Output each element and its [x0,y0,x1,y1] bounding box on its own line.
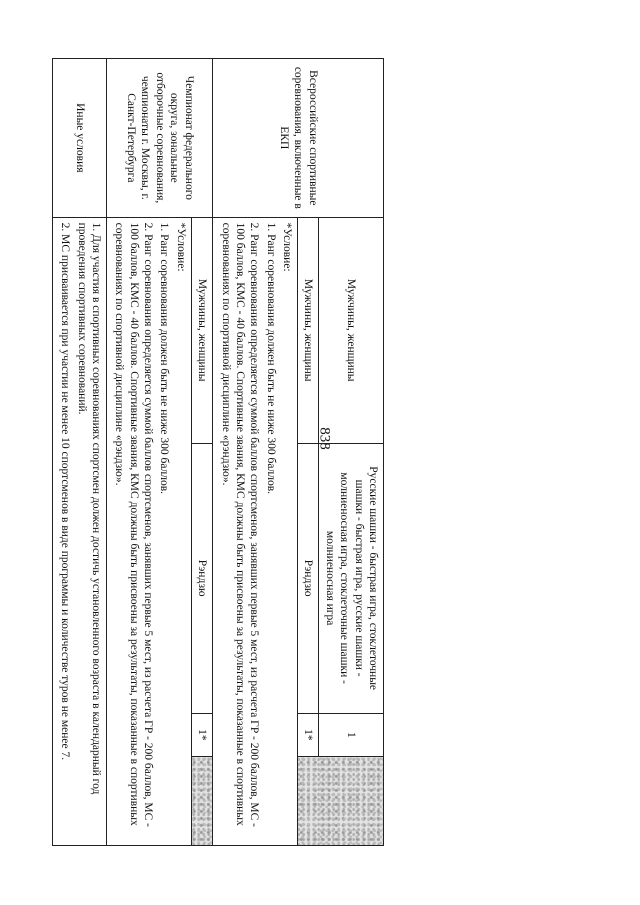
condition-title: *Условие: [174,222,187,272]
condition-item: 1. Ранг соревнования должен быть не ниже 300 баллов. [158,222,171,495]
discipline-cell: Русские шашки - быстрая игра, стоклеточные шашки - быстрая игра, русские шашки - молниеносная игра, стоклеточные шашки - молниеносная игра [319,443,384,713]
rotated-table-wrapper [59,58,384,846]
rank-cell: 1 [319,713,384,757]
page-number: 838 [316,427,333,450]
table-row [52,59,106,846]
event-cell: Всероссийские спортивные соревнования, включенные в ЕКП [213,59,384,218]
shaded-cell [191,757,212,846]
other-conditions-cell [52,217,106,845]
sex-cell: Мужчины, женщины [191,217,212,443]
condition-title: *Условие: [281,222,294,272]
condition-item: 2. Ранг соревнования определяется суммой баллов спортсменов, занявших первые 5 мест, из расчета ГР - 200 баллов, МС - 100 баллов, КМС - 40 баллов. Спортивные звания, КМС должны быть присвоены за результаты, показанные в спортивных соревнованиях по спортивной дисциплине «рэндзю». [219,222,261,827]
other-label-cell: Иные условия [52,59,106,218]
norms-table [52,58,384,846]
rank-cell: 1* [191,713,212,757]
table-row [319,59,384,846]
sex-cell: Мужчины, женщины [298,217,319,443]
condition-cell [107,217,192,845]
table-row [191,59,212,846]
other-item: 2. МС присваивается при участии не менее 10 спортсменов в виде программы и количестве туров не менее 7. [59,222,72,761]
shaded-cell [298,757,384,846]
rank-cell: 1* [298,713,319,757]
discipline-cell: Рэндзю [191,443,212,713]
discipline-cell: Рэндзю [298,443,319,713]
condition-cell [213,217,298,845]
sex-cell: Мужчины, женщины [319,217,384,443]
condition-item: 1. Ранг соревнования должен быть не ниже 300 баллов. [264,222,277,495]
condition-item: 2. Ранг соревнования определяется суммой баллов спортсменов, занявших первые 5 мест, из расчета ГР - 200 баллов, МС - 100 баллов, КМС - 40 баллов. Спортивные звания, КМС должны быть присвоены за результаты, показанные в спортивных соревнованиях по спортивной дисциплине «рэндзю». [113,222,155,827]
other-item: 1. Для участия в спортивных соревнованиях спортсмен должен достичь установленного возраста в календарный год проведения спортивных соревнований. [75,222,102,795]
event-cell: Чемпионат федерального округа, зональные отборочные соревнования, чемпионаты г. Москвы, г. Санкт-Петербурга [107,59,213,218]
